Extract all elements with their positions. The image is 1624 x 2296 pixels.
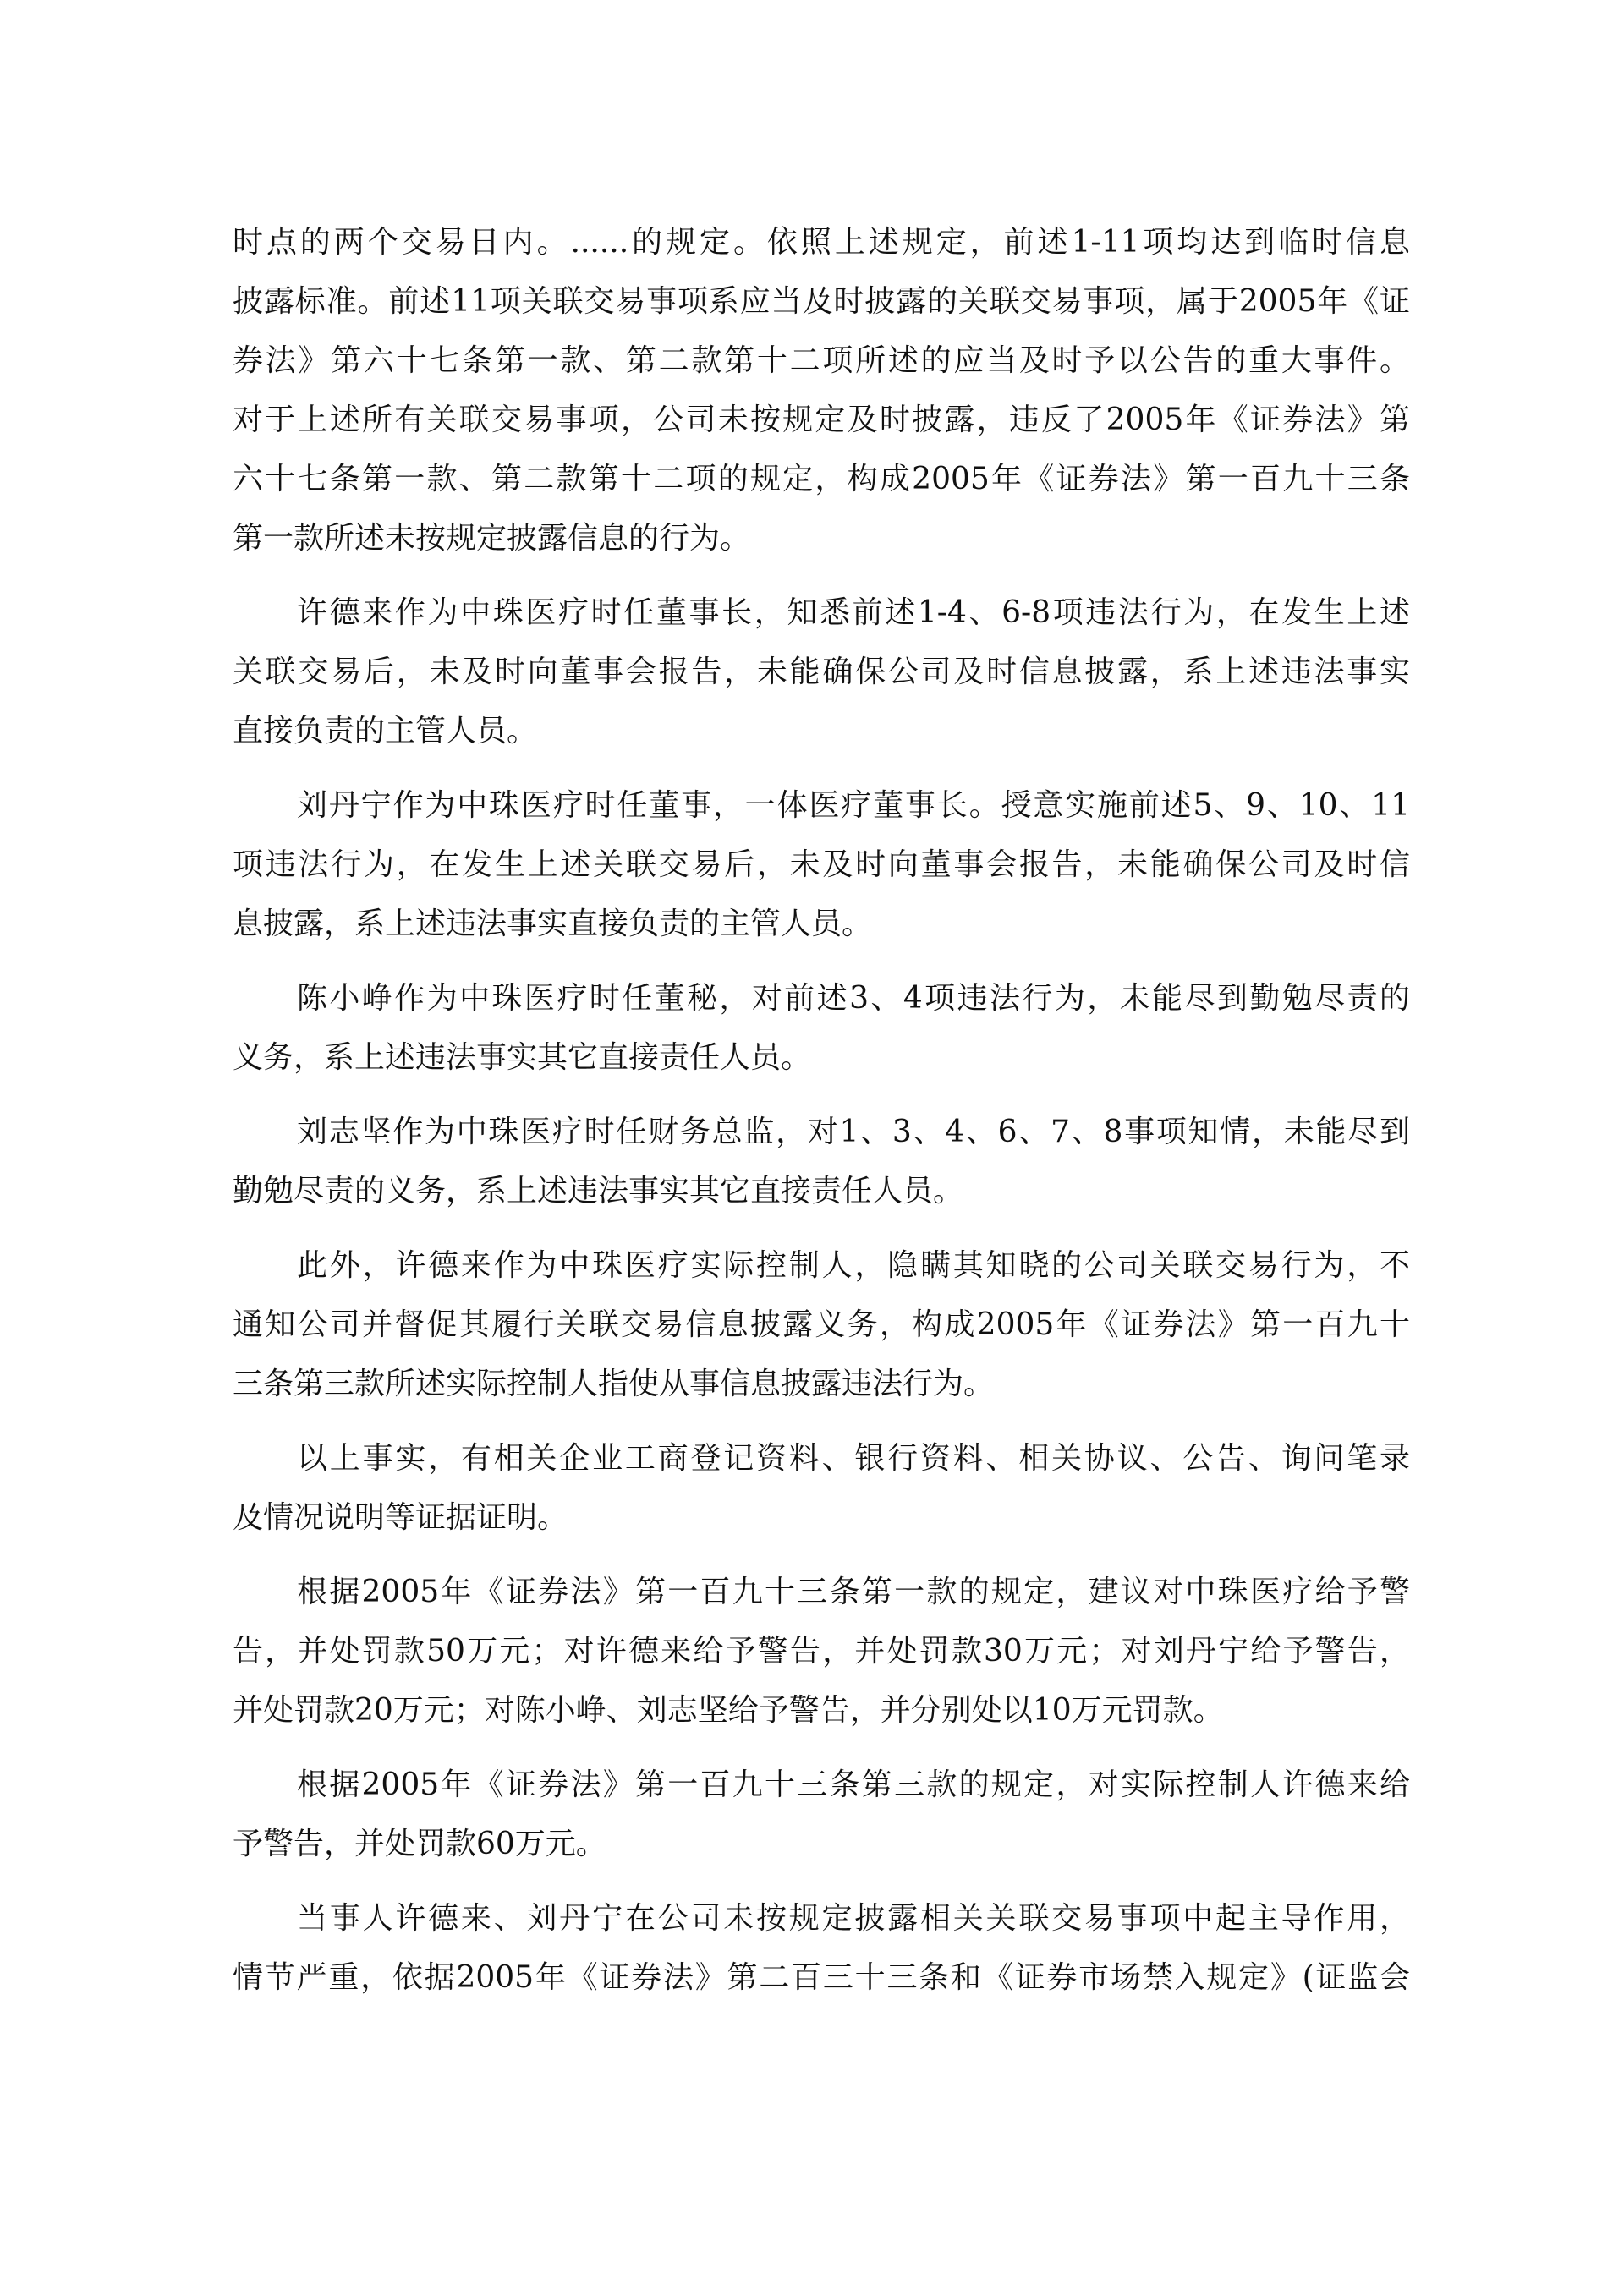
paragraph-liu-danning [233,776,1410,954]
text-line: 息披露，系上述违法事实直接负责的主管人员。 [233,907,873,941]
text-line: 予警告，并处罚款60万元。 [233,1827,606,1861]
text-line: 项违法行为，在发生上述关联交易后，未及时向董事会报告，未能确保公司及时信 [233,847,1410,882]
text-line: 告，并处罚款50万元；对许德来给予警告，并处罚款30万元；对刘丹宁给予警告， [233,1634,1410,1669]
text-line: 根据2005年《证券法》第一百九十三条第一款的规定，建议对中珠医疗给予警 [297,1575,1410,1609]
text-line: 许德来作为中珠医疗时任董事长，知悉前述1-4、6-8项违法行为，在发生上述 [297,595,1410,630]
paragraph-violation-summary [233,213,1410,568]
text-line: 六十七条第一款、第二款第十二项的规定，构成2005年《证券法》第一百九十三条 [233,462,1410,496]
text-line: 刘丹宁作为中珠医疗时任董事，一体医疗董事长。授意实施前述5、9、10、11 [297,788,1410,823]
text-line: 通知公司并督促其履行关联交易信息披露义务，构成2005年《证券法》第一百九十 [233,1307,1410,1342]
text-line: 对于上述所有关联交易事项，公司未按规定及时披露，违反了2005年《证券法》第 [233,403,1410,437]
text-line: 并处罚款20万元；对陈小峥、刘志坚给予警告，并分别处以10万元罚款。 [233,1693,1224,1728]
text-line: 此外，许德来作为中珠医疗实际控制人，隐瞒其知晓的公司关联交易行为，不 [297,1248,1410,1283]
paragraph-penalties-clause-1 [233,1563,1410,1740]
paragraph-liu-zhijian [233,1103,1410,1221]
text-line: 三条第三款所述实际控制人指使从事信息披露违法行为。 [233,1367,995,1401]
text-line: 情节严重，依据2005年《证券法》第二百三十三条和《证券市场禁入规定》(证监会 [233,1960,1410,1995]
text-line: 以上事实，有相关企业工商登记资料、银行资料、相关协议、公告、询问笔录 [297,1441,1410,1476]
paragraph-market-ban [233,1889,1410,2008]
paragraph-chen-xiaozheng [233,969,1410,1088]
paragraph-xu-delai-chairman [233,584,1410,761]
text-line: 陈小峥作为中珠医疗时任董秘，对前述3、4项违法行为，未能尽到勤勉尽责的 [297,981,1410,1016]
text-line: 券法》第六十七条第一款、第二款第十二项所述的应当及时予以公告的重大事件。 [233,343,1410,378]
text-line: 第一款所述未按规定披露信息的行为。 [233,521,751,556]
paragraph-penalties-clause-3 [233,1756,1410,1874]
text-line: 直接负责的主管人员。 [233,714,538,748]
text-line: 勤勉尽责的义务，系上述违法事实其它直接责任人员。 [233,1174,964,1208]
text-line: 刘志坚作为中珠医疗时任财务总监，对1、3、4、6、7、8事项知情，未能尽到 [297,1115,1410,1149]
text-line: 关联交易后，未及时向董事会报告，未能确保公司及时信息披露，系上述违法事实 [233,655,1410,689]
text-line: 及情况说明等证据证明。 [233,1500,568,1535]
text-line: 义务，系上述违法事实其它直接责任人员。 [233,1040,812,1075]
text-line: 根据2005年《证券法》第一百九十三条第三款的规定，对实际控制人许德来给 [297,1767,1410,1802]
text-line: 披露标准。前述11项关联交易事项系应当及时披露的关联交易事项，属于2005年《证 [233,284,1410,319]
document-body [233,213,1410,2023]
paragraph-evidence [233,1429,1410,1548]
text-line: 当事人许德来、刘丹宁在公司未按规定披露相关关联交易事项中起主导作用， [297,1901,1410,1936]
paragraph-actual-controller [233,1236,1410,1414]
text-line: 时点的两个交易日内。......的规定。依照上述规定，前述1-11项均达到临时信息 [233,225,1410,260]
